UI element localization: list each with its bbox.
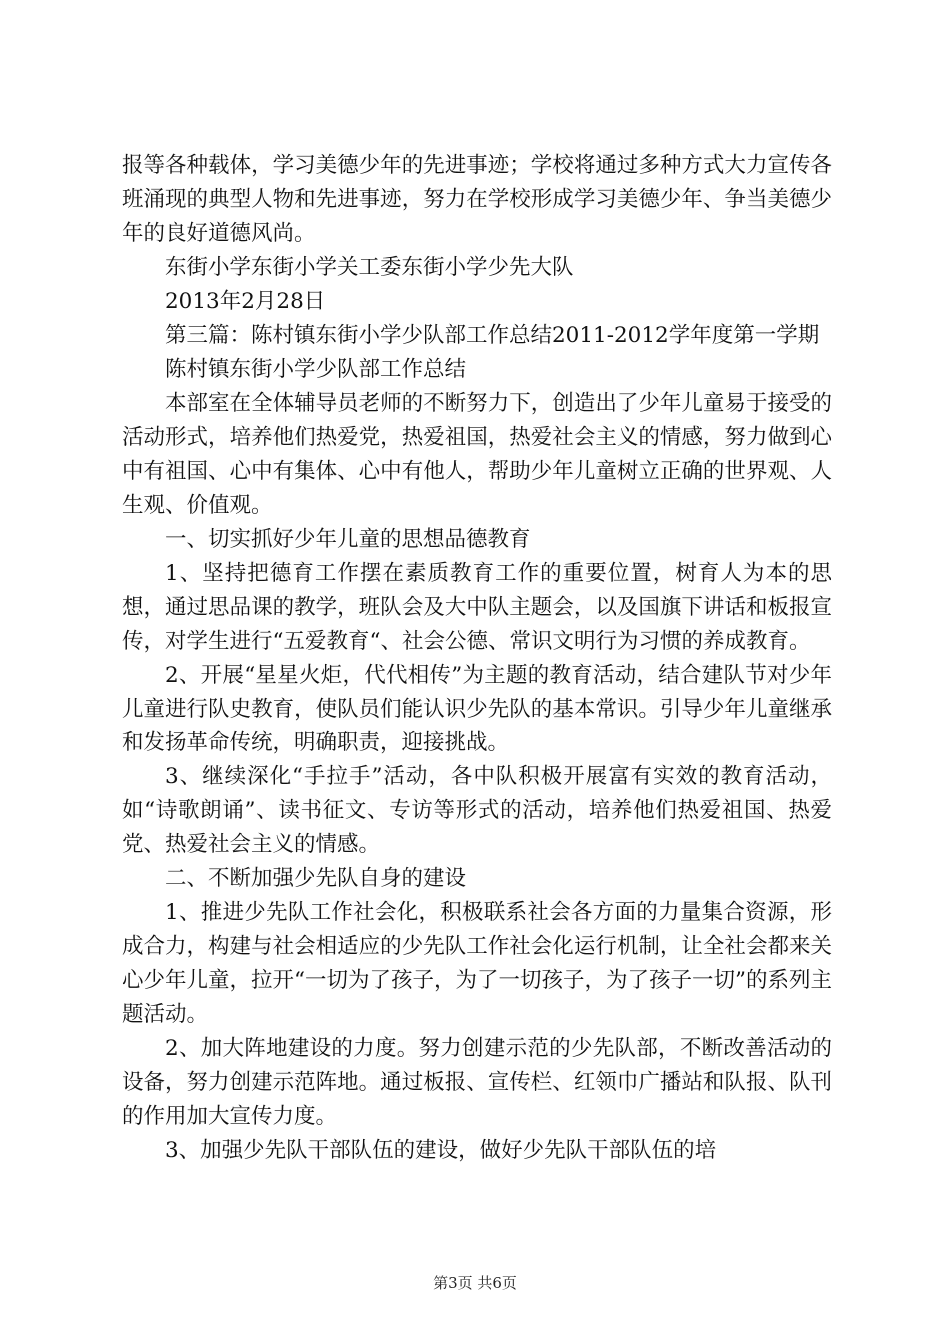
section-heading: 第三篇：陈村镇东街小学少队部工作总结2011-2012学年度第一学期 xyxy=(165,322,820,348)
paragraph: 3、继续深化“手拉手”活动，各中队积极开展富有实效的教育活动，如“诗歌朗诵”、读书征文、专访等形式的活动，培养他们热爱祖国、热爱党、热爱社会主义的情感。 xyxy=(122,764,832,858)
paragraph: 2013年2月28日 xyxy=(165,288,326,314)
page-footer xyxy=(0,1272,950,1293)
section-heading: 二、不断加强少先队自身的建设 xyxy=(165,866,467,892)
paragraph: 报等各种载体，学习美德少年的先进事迹；学校将通过多种方式大力宣传各班涌现的典型人物和先进事迹，努力在学校形成学习美德少年、争当美德少年的良好道德风尚。 xyxy=(122,153,832,246)
paragraph: 1、坚持把德育工作摆在素质教育工作的重要位置，树育人为本的思想，通过思品课的教学，班队会及大中队主题会，以及国旗下讲话和板报宣传，对学生进行“五爱教育“、社会公德、常识文明行为习惯的养成教育。 xyxy=(122,560,832,654)
paragraph: 东街小学东街小学关工委东街小学少先大队 xyxy=(165,254,574,280)
document-title: 陈村镇东街小学少队部工作总结 xyxy=(165,356,467,382)
paragraph: 2、加大阵地建设的力度。努力创建示范的少先队部，不断改善活动的设备，努力创建示范阵地。通过板报、宣传栏、红领巾广播站和队报、队刊的作用加大宣传力度。 xyxy=(122,1036,832,1130)
paragraph: 2、开展“星星火炬，代代相传”为主题的教育活动，结合建队节对少年儿童进行队史教育，使队员们能认识少先队的基本常识。引导少年儿童继承和发扬革命传统，明确职责，迎接挑战。 xyxy=(122,662,832,756)
paragraph: 3、加强少先队干部队伍的建设，做好少先队干部队伍的培 xyxy=(165,1138,717,1164)
paragraph: 本部室在全体辅导员老师的不断努力下，创造出了少年儿童易于接受的活动形式，培养他们热爱党，热爱祖国，热爱社会主义的情感，努力做到心中有祖国、心中有集体、心中有他人，帮助少年儿童树立正确的世界观、人生观、价值观。 xyxy=(122,390,832,518)
document-body xyxy=(122,149,832,1168)
section-heading: 一、切实抓好少年儿童的思想品德教育 xyxy=(165,526,531,552)
paragraph: 1、推进少先队工作社会化，积极联系社会各方面的力量集合资源，形成合力，构建与社会相适应的少先队工作社会化运行机制，让全社会都来关心少年儿童，拉开“一切为了孩子，为了一切孩子，为了孩子一切”的系列主题活动。 xyxy=(122,900,832,1028)
page-number: 第3页 共6页 xyxy=(433,1274,517,1292)
